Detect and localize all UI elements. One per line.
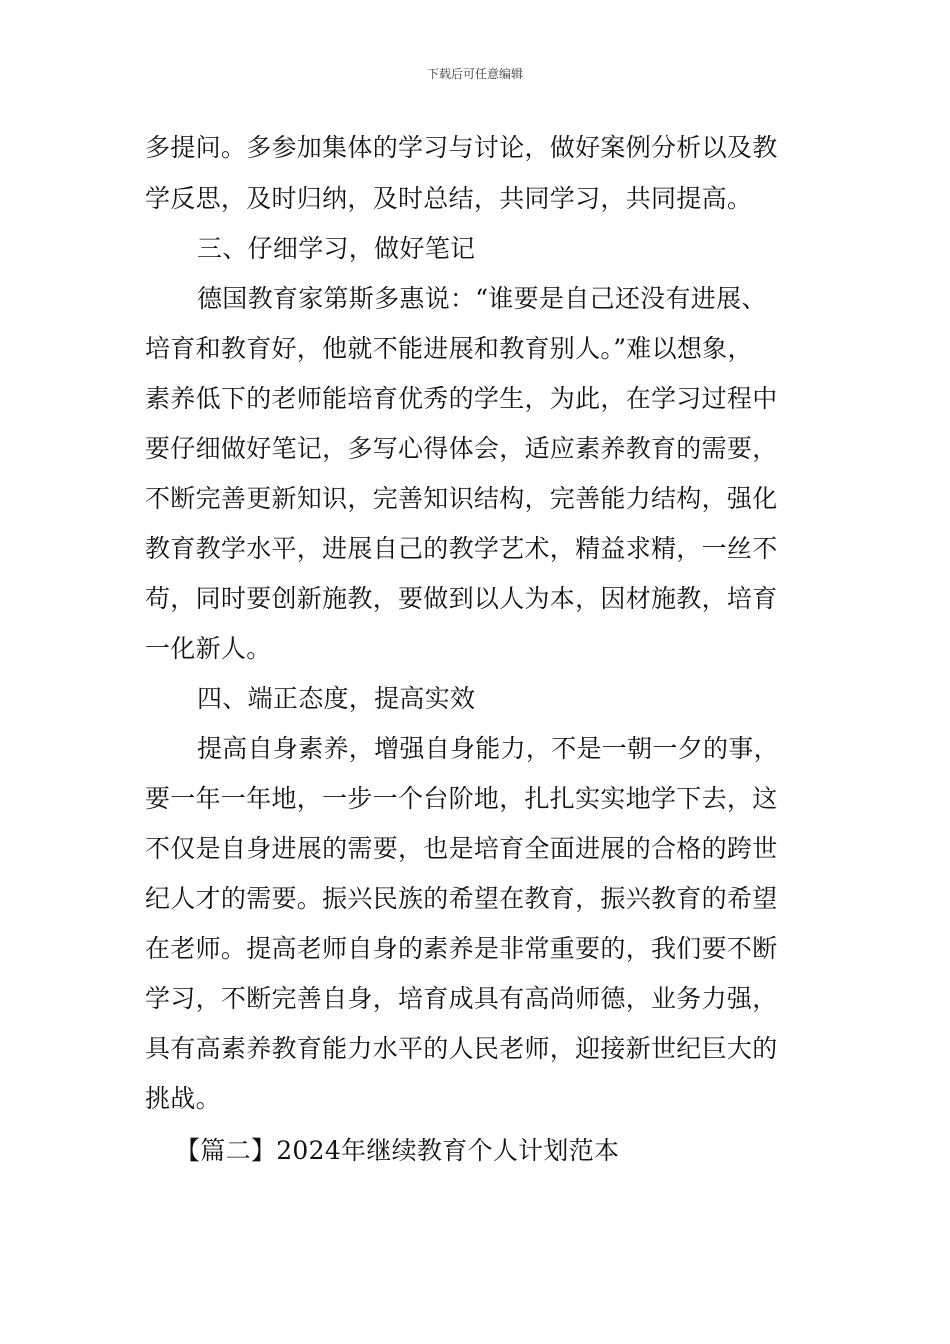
body-text-line: 提高自身素养，增强自身能力，不是一朝一夕的事， bbox=[197, 734, 779, 763]
body-text-line: 学习，不断完善自身，培育成具有高尚师德，业务力强， bbox=[145, 984, 778, 1013]
body-text-line: 在老师。提高老师自身的素养是非常重要的，我们要不断 bbox=[145, 934, 778, 963]
body-text-line: 苟，同时要创新施教，要做到以人为本，因材施教，培育 bbox=[145, 584, 778, 613]
section-heading: 三、仔细学习，做好笔记 bbox=[197, 234, 476, 263]
article-title: 【篇二】2024年继续教育个人计划范本 bbox=[175, 1136, 620, 1165]
body-text-line: 培育和教育好，他就不能进展和教育别人。”难以想象， bbox=[145, 334, 753, 363]
body-text-line: 不断完善更新知识，完善知识结构，完善能力结构，强化 bbox=[145, 484, 778, 513]
body-text-line: 要一年一年地，一步一个台阶地，扎扎实实地学下去，这 bbox=[145, 784, 778, 813]
body-text-line: 不仅是自身进展的需要，也是培育全面进展的合格的跨世 bbox=[145, 834, 778, 863]
body-text-line: 多提问。多参加集体的学习与讨论，做好案例分析以及教 bbox=[145, 133, 778, 162]
body-text-line: 要仔细做好笔记，多写心得体会，适应素养教育的需要， bbox=[145, 434, 778, 463]
section-heading: 四、端正态度，提高实效 bbox=[197, 684, 476, 713]
body-text-line: 学反思，及时归纳，及时总结，共同学习，共同提高。 bbox=[145, 184, 753, 213]
body-text-line: 具有高素养教育能力水平的人民老师，迎接新世纪巨大的 bbox=[145, 1034, 778, 1063]
body-text-line: 素养低下的老师能培育优秀的学生，为此，在学习过程中 bbox=[145, 384, 778, 413]
body-text-line: 挑战。 bbox=[145, 1084, 221, 1113]
body-text-line: 德国教育家第斯多惠说：“谁要是自己还没有进展、 bbox=[197, 284, 767, 313]
body-text-line: 纪人才的需要。振兴民族的希望在教育，振兴教育的希望 bbox=[145, 884, 778, 913]
body-text-line: 教育教学水平，进展自己的教学艺术，精益求精，一丝不 bbox=[145, 534, 778, 563]
body-text-line: 一化新人。 bbox=[145, 634, 272, 663]
page-header-note: 下载后可任意编辑 bbox=[426, 67, 523, 81]
